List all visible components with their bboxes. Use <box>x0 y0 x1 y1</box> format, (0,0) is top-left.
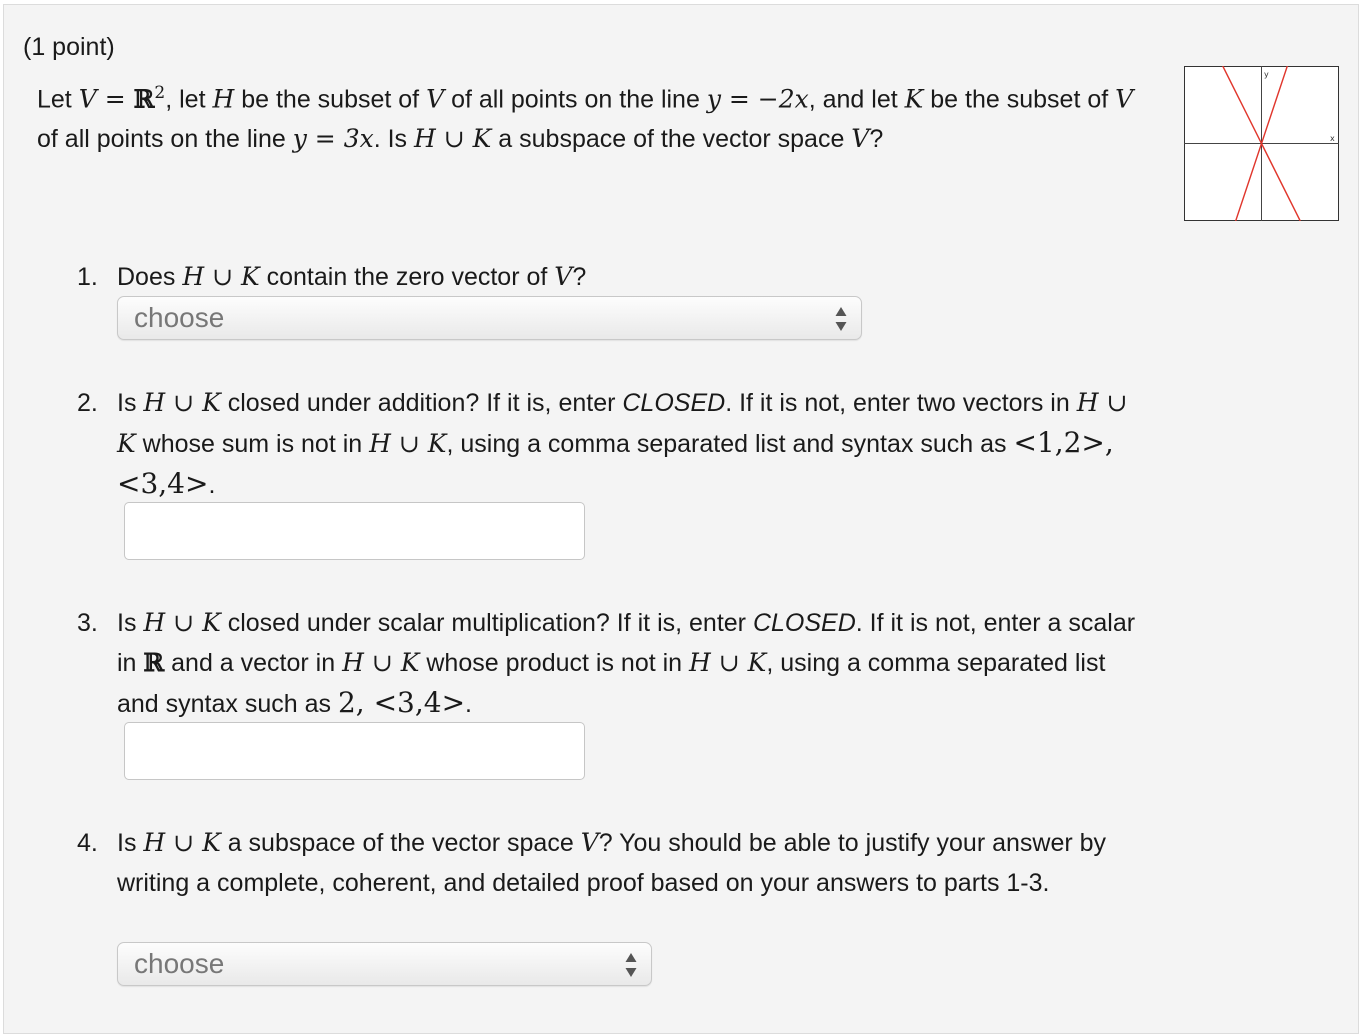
problem-statement: Let V = ℝ$^2$, let H be the subset of V of all points on the line y = −2x, and let K be the subset of V of all points on the line y = 3x. Is H ∪ K a subspace of the vector space V? <box>37 83 1134 154</box>
question-2-text: Is H ∪ K closed under addition? If it is, enter CLOSED. If it is not, enter two vectors in H ∪ K whose sum is not in H ∪ K, using a comma separated list and syntax such as <1,2>, <3,4>. <box>117 388 1128 500</box>
line-graph <box>1184 66 1339 221</box>
question-1-select[interactable]: choose <box>117 296 862 340</box>
question-3-text: Is H ∪ K closed under scalar multiplication? If it is, enter CLOSED. If it is not, enter a scalar in ℝ and a vector in H ∪ K whose product is not in H ∪ K, using a comma separated list and syntax such as 2, <3,4>. <box>117 608 1136 719</box>
question-2: 2. Is H ∪ K closed under addition? If it is, enter CLOSED. If it is not, enter two vectors in H ∪ K whose sum is not in H ∪ K, using a comma separated list and syntax such as <1,2>, <3,4>. <box>77 383 1137 505</box>
question-3: 3. Is H ∪ K closed under scalar multiplication? If it is, enter CLOSED. If it is not, enter a scalar in ℝ and a vector in H ∪ K whose product is not in H ∪ K, using a comma separated list and syntax such as 2, <3,4>. <box>77 603 1137 724</box>
question-3-input[interactable] <box>124 722 585 780</box>
question-4: 4. Is H ∪ K a subspace of the vector space V? You should be able to justify your answer by writing a complete, coherent, and detailed proof based on your answers to parts 1-3. <box>77 823 1137 903</box>
select-arrows-icon <box>625 952 637 978</box>
question-2-input[interactable] <box>124 502 585 560</box>
points-label: (1 point) <box>23 33 115 61</box>
question-4-select[interactable]: choose <box>117 942 652 986</box>
question-1-text: Does H ∪ K contain the zero vector of V? <box>117 262 587 291</box>
problem-panel <box>3 4 1359 1034</box>
question-4-text: Is H ∪ K a subspace of the vector space V? You should be able to justify your answer by writing a complete, coherent, and detailed proof based on your answers to parts 1-3. <box>117 828 1107 897</box>
x-axis-label: x <box>1330 134 1335 143</box>
question-1: 1. Does H ∪ K contain the zero vector of V? <box>77 257 1137 297</box>
select-arrows-icon <box>835 306 847 332</box>
y-axis-label: y <box>1264 70 1269 79</box>
